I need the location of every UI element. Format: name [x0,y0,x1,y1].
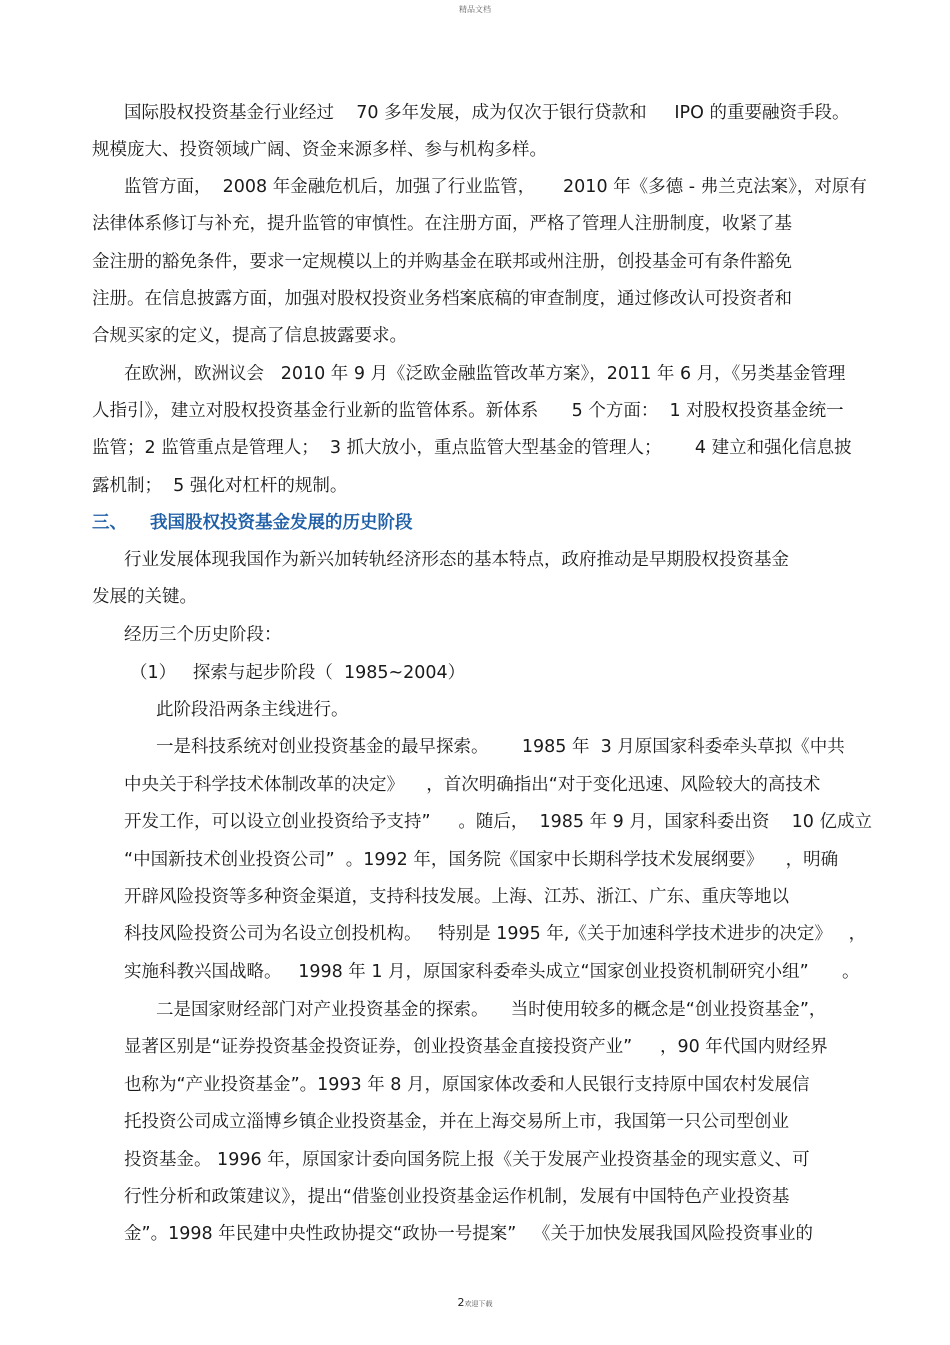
text-line: 实施科教兴国战略。 1998 年 1 月，原国家科委牵头成立“国家创业投资机制研究小组” 。 [124,962,860,982]
text-line: 开发工作，可以设立创业投资给予支持” 。随后， 1985 年 9 月，国家科委出资 10 亿成立 [124,812,872,832]
text-line: 科技风险投资公司为名设立创投机构。 特别是 1995 年,《关于加速科学技术进步的决定》 ， [124,924,867,944]
section-title: 我国股权投资基金发展的历史阶段 [150,513,413,533]
section-number: 三、 [92,513,127,533]
text-line: 监管；2 监管重点是管理人； 3 抓大放小，重点监管大型基金的管理人； 4 建立和强化信息披 [92,438,852,458]
page-footer [0,1296,950,1309]
text-line: 监管方面， 2008 年金融危机后，加强了行业监管， 2010 年《多德 - 弗兰克法案》，对原有 [124,177,867,197]
text-line: 开辟风险投资等多种资金渠道，支持科技发展。上海、江苏、浙江、广东、重庆等地以 [124,887,789,907]
text-line: 合规买家的定义，提高了信息披露要求。 [92,326,407,346]
text-line: 显著区别是“证券投资基金投资证券，创业投资基金直接投资产业” ，90 年代国内财经界 [124,1037,828,1057]
text-line: 发展的关键。 [92,587,197,607]
section-heading [92,511,413,535]
text-line: 此阶段沿两条主线进行。 [156,700,349,720]
text-line: 经历三个历史阶段： [124,625,282,645]
page-header: 精品文档 [459,5,491,14]
text-line: 注册。在信息披露方面，加强对股权投资业务档案底稿的审查制度，通过修改认可投资者和 [92,289,792,309]
text-line: 投资基金。 1996 年，原国家计委向国务院上报《关于发展产业投资基金的现实意义、可 [124,1150,810,1170]
text-line: （1） 探索与起步阶段（ 1985~2004） [130,663,466,683]
text-line: 行性分析和政策建议》，提出“借鉴创业投资基金运作机制，发展有中国特色产业投资基 [124,1187,790,1207]
text-line: 金”。1998 年民建中央性政协提交“政协一号提案” 《关于加快发展我国风险投资事业的 [124,1224,813,1244]
text-line: “中国新技术创业投资公司” 。1992 年，国务院《国家中长期科学技术发展纲要》 ，明确 [124,850,839,870]
text-line: 金注册的豁免条件，要求一定规模以上的并购基金在联邦或州注册，创投基金可有条件豁免 [92,252,792,272]
text-line: 一是科技系统对创业投资基金的最早探索。 1985 年 3 月原国家科委牵头草拟《中共 [156,737,845,757]
text-line: 二是国家财经部门对产业投资基金的探索。 当时使用较多的概念是“创业投资基金”， [156,1000,827,1020]
page-number: 2 [457,1296,465,1309]
text-line: 国际股权投资基金行业经过 70 多年发展，成为仅次于银行贷款和 IPO 的重要融资手段。 [124,103,850,123]
text-line: 也称为“产业投资基金”。1993 年 8 月，原国家体改委和人民银行支持原中国农村发展信 [124,1075,810,1095]
text-line: 行业发展体现我国作为新兴加转轨经济形态的基本特点，政府推动是早期股权投资基金 [124,550,789,570]
text-line: 托投资公司成立淄博乡镇企业投资基金，并在上海交易所上市，我国第一只公司型创业 [124,1112,789,1132]
footer-note: 欢迎下载 [464,1300,493,1308]
text-line: 露机制； 5 强化对杠杆的规制。 [92,476,348,496]
text-line: 在欧洲，欧洲议会 2010 年 9 月《泛欧金融监管改革方案》，2011 年 6 月，《另类基金管理 [124,364,846,384]
text-line: 中央关于科学技术体制改革的决定》 ，首次明确指出“对于变化迅速、风险较大的高技术 [124,775,821,795]
text-line: 规模庞大、投资领域广阔、资金来源多样、参与机构多样。 [92,140,547,160]
text-line: 人指引》，建立对股权投资基金行业新的监管体系。新体系 5 个方面： 1 对股权投资基金统一 [92,401,844,421]
text-line: 法律体系修订与补充，提升监管的审慎性。在注册方面，严格了管理人注册制度，收紧了基 [92,214,792,234]
